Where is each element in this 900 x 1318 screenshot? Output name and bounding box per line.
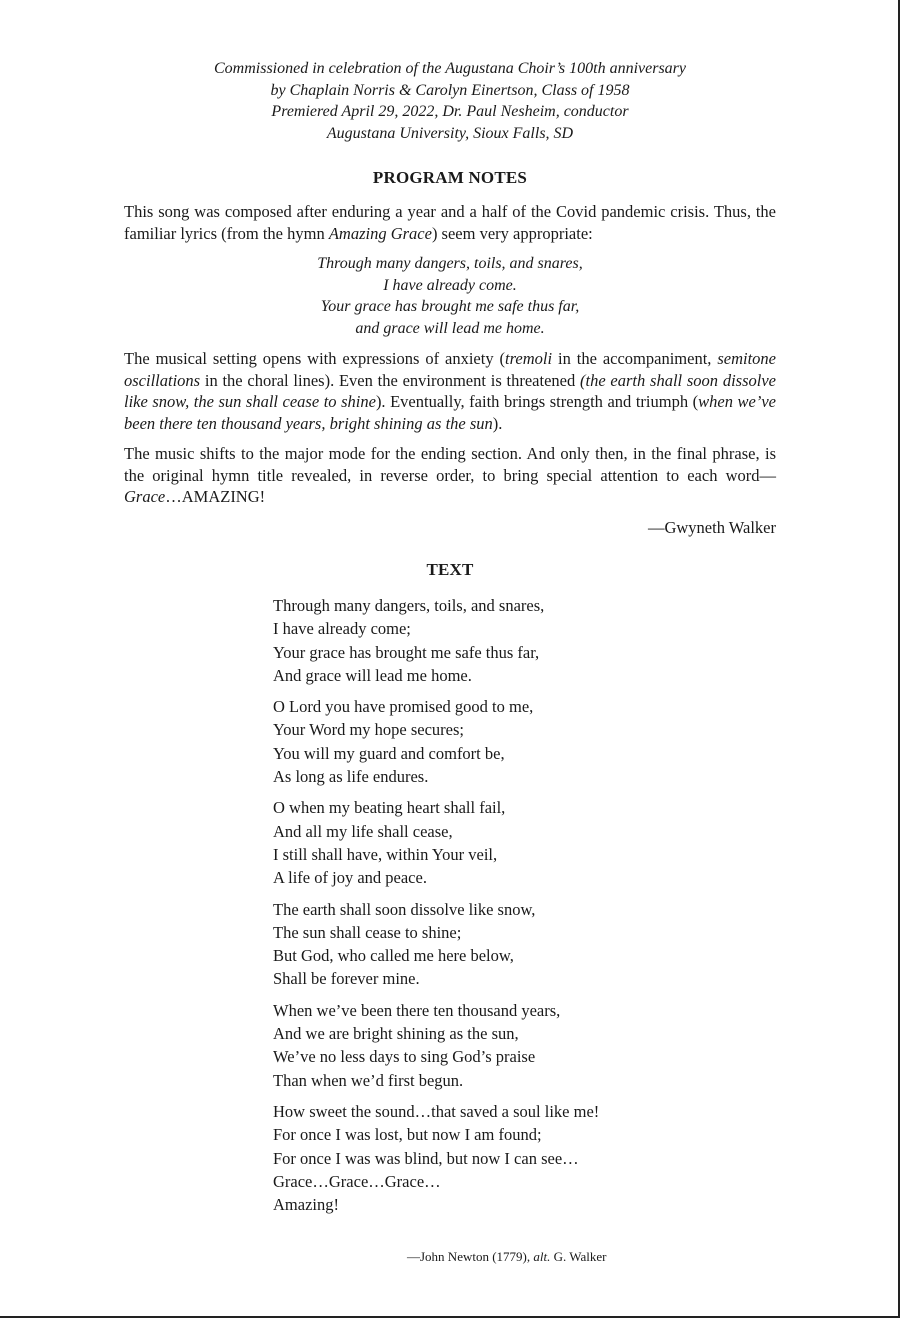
lyric-line: You will my guard and comfort be, bbox=[273, 743, 505, 763]
lyric-line: The sun shall cease to shine; bbox=[273, 922, 462, 942]
text-heading: TEXT bbox=[426, 560, 474, 579]
lyric-line: O Lord you have promised good to me, bbox=[273, 697, 534, 717]
notes-author: —Gwyneth Walker bbox=[647, 517, 776, 537]
lyric-line: I have already come; bbox=[273, 619, 411, 639]
lyric-line: For once I was lost, but now I am found; bbox=[273, 1125, 542, 1145]
stanza bbox=[273, 999, 776, 1092]
italic-span: alt. bbox=[533, 1249, 551, 1264]
lyric-line: I still shall have, within Your veil, bbox=[273, 844, 498, 864]
lyric-line: How sweet the sound…that saved a soul like me! bbox=[273, 1101, 600, 1121]
commission-header bbox=[124, 58, 776, 144]
lyric-line: Through many dangers, toils, and snares, bbox=[273, 596, 545, 615]
lyric-line: Amazing! bbox=[273, 1195, 339, 1215]
text-span: in the choral lines). Even the environment is threatened bbox=[200, 370, 580, 390]
lyric-line: A life of joy and peace. bbox=[273, 868, 427, 888]
text-span: —John Newton (1779), bbox=[407, 1249, 534, 1264]
header-line: by Chaplain Norris & Carolyn Einertson, Class of 1958 bbox=[270, 81, 630, 99]
hymn-quote bbox=[124, 253, 776, 339]
text-span: in the accompaniment, bbox=[552, 349, 718, 368]
quote-line: I have already come. bbox=[383, 276, 517, 294]
header-line: Augustana University, Sioux Falls, SD bbox=[326, 124, 574, 142]
lyric-line: Your grace has brought me safe thus far, bbox=[273, 642, 540, 662]
lyric-line: As long as life endures. bbox=[273, 767, 429, 787]
lyrics bbox=[124, 594, 776, 1216]
program-notes-heading: PROGRAM NOTES bbox=[372, 168, 528, 187]
stanza bbox=[273, 1100, 776, 1216]
italic-span: tremoli bbox=[505, 349, 553, 368]
hymn-title: Amazing Grace bbox=[328, 223, 432, 243]
header-line: Commissioned in celebration of the Augustana Choir’s 100th anniversary bbox=[214, 60, 686, 77]
notes-paragraph-2 bbox=[124, 348, 776, 434]
lyric-line: Grace…Grace…Grace… bbox=[273, 1171, 441, 1191]
lyric-line: For once I was was blind, but now I can see… bbox=[273, 1148, 579, 1168]
italic-span: Grace bbox=[124, 487, 166, 506]
quote-line: Your grace has brought me safe thus far, bbox=[320, 298, 580, 315]
header-line: Premiered April 29, 2022, Dr. Paul Nesheim, conductor bbox=[271, 103, 629, 120]
text-span: ). Eventually, faith brings strength and triumph ( bbox=[375, 392, 699, 411]
text-span: ) seem very appropriate: bbox=[431, 223, 593, 243]
text-span: The musical setting opens with expressions of anxiety ( bbox=[124, 349, 505, 368]
notes-paragraph-3 bbox=[124, 443, 776, 508]
lyric-line: And all my life shall cease, bbox=[273, 821, 453, 841]
italic-span: when we’ve been there ten thousand years, bright shining as the sun bbox=[124, 392, 776, 433]
stanza bbox=[273, 796, 776, 889]
lyric-line: Shall be forever mine. bbox=[273, 969, 420, 989]
quote-line: Through many dangers, toils, and snares, bbox=[317, 255, 583, 272]
text-span: …AMAZING! bbox=[165, 487, 266, 506]
lyric-line: But God, who called me here below, bbox=[273, 946, 514, 966]
document-page bbox=[124, 58, 776, 1224]
lyric-line: Your Word my hope secures; bbox=[273, 720, 465, 740]
stanza bbox=[273, 695, 776, 788]
quote-line: and grace will lead me home. bbox=[355, 319, 545, 337]
text-credit bbox=[407, 1249, 607, 1265]
text-span: The music shifts to the major mode for the ending section. And only then, in the final phrase, is the original hymn title revealed, in reverse order, to bring special attention to each word— bbox=[124, 444, 776, 485]
text-span: G. Walker bbox=[550, 1249, 607, 1264]
stanza bbox=[273, 898, 776, 991]
stanza bbox=[273, 594, 776, 687]
notes-paragraph-1 bbox=[124, 201, 776, 244]
lyric-line: When we’ve been there ten thousand years, bbox=[273, 1000, 561, 1020]
lyric-line: The earth shall soon dissolve like snow, bbox=[273, 899, 536, 919]
lyric-line: And we are bright shining as the sun, bbox=[273, 1024, 519, 1044]
lyric-line: And grace will lead me home. bbox=[273, 665, 472, 685]
lyric-line: O when my beating heart shall fail, bbox=[273, 798, 506, 818]
text-span: ). bbox=[492, 413, 503, 433]
lyric-line: Than when we’d first begun. bbox=[273, 1070, 464, 1090]
italic-span: (the earth shall soon dissolve like snow, the sun shall cease to shine bbox=[124, 370, 776, 411]
text-span: This song was composed after enduring a year and a half of the Covid pandemic crisis. Thus, the familiar lyrics (from the hymn bbox=[124, 202, 776, 243]
lyric-line: We’ve no less days to sing God’s praise bbox=[273, 1047, 536, 1067]
italic-span: semitone oscillations bbox=[124, 349, 776, 390]
